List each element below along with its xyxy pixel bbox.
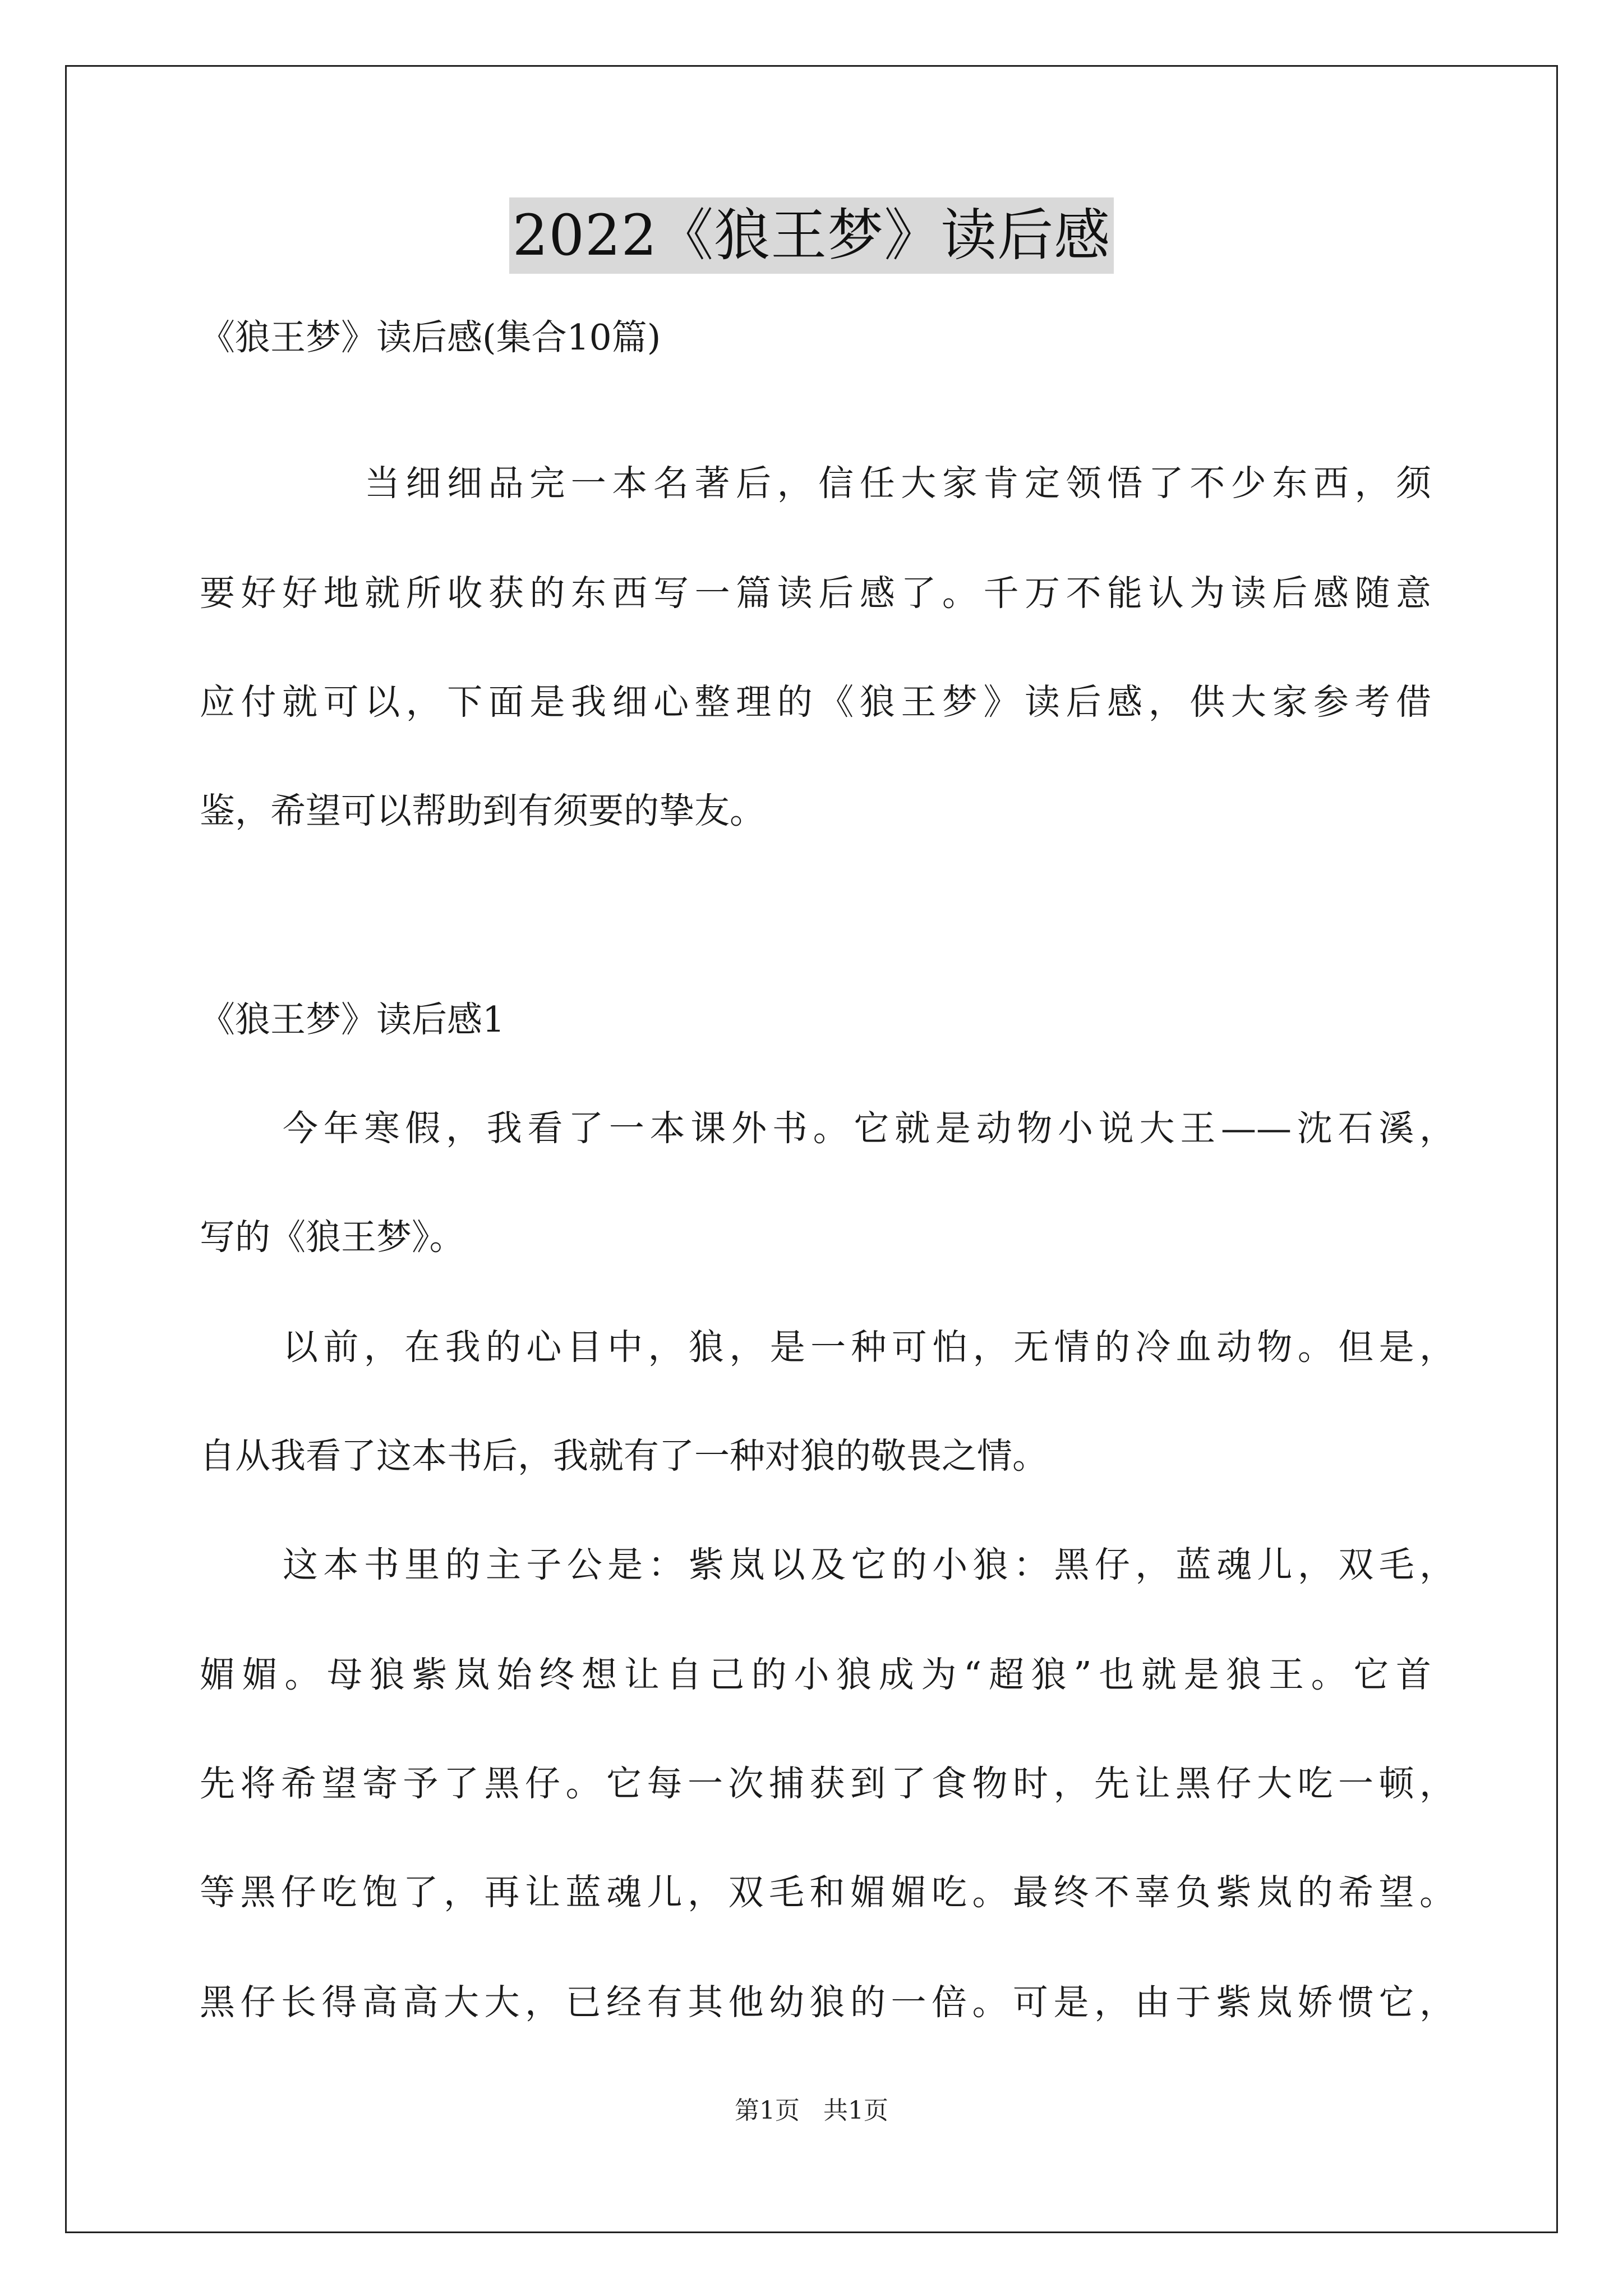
intro-line: 当细细品完一本名著后，信任大家肯定领悟了不少东西，须 (365, 463, 1431, 504)
intro-line: 应付就可以，下面是我细心整理的《狼王梦》读后感，供大家参考借 (200, 682, 1431, 723)
section-heading: 《狼王梦》读后感1 (200, 999, 505, 1040)
paragraph-line: 自从我看了这本书后，我就有了一种对狼的敬畏之情。 (200, 1435, 1048, 1476)
paragraph-line: 写的《狼王梦》。 (200, 1217, 465, 1258)
document-subtitle: 《狼王梦》读后感(集合10篇) (200, 317, 661, 358)
document-title: 2022《狼王梦》读后感 (509, 197, 1114, 274)
intro-line: 要好好地就所收获的东西写一篇读后感了。千万不能认为读后感随意 (200, 573, 1431, 614)
paragraph-line: 今年寒假，我看了一本课外书。它就是动物小说大王——沈石溪， (283, 1108, 1455, 1149)
intro-line: 鉴，希望可以帮助到有须要的挚友。 (200, 790, 765, 831)
paragraph-line: 等黑仔吃饱了，再让蓝魂儿，双毛和媚媚吃。最终不辜负紫岚的希望。 (200, 1872, 1455, 1913)
paragraph-line: 先将希望寄予了黑仔。它每一次捕获到了食物时，先让黑仔大吃一顿， (200, 1763, 1455, 1804)
title-container (0, 197, 1623, 274)
page-footer: 第1页 共1页 (735, 2096, 888, 2125)
paragraph-line: 媚媚。母狼紫岚始终想让自己的小狼成为“超狼”也就是狼王。它首 (200, 1654, 1431, 1695)
paragraph-line: 这本书里的主子公是：紫岚以及它的小狼：黑仔，蓝魂儿，双毛， (283, 1544, 1455, 1585)
paragraph-line: 黑仔长得高高大大，已经有其他幼狼的一倍。可是，由于紫岚娇惯它， (200, 1982, 1455, 2023)
paragraph-line: 以前，在我的心目中，狼，是一种可怕，无情的冷血动物。但是， (283, 1327, 1455, 1368)
